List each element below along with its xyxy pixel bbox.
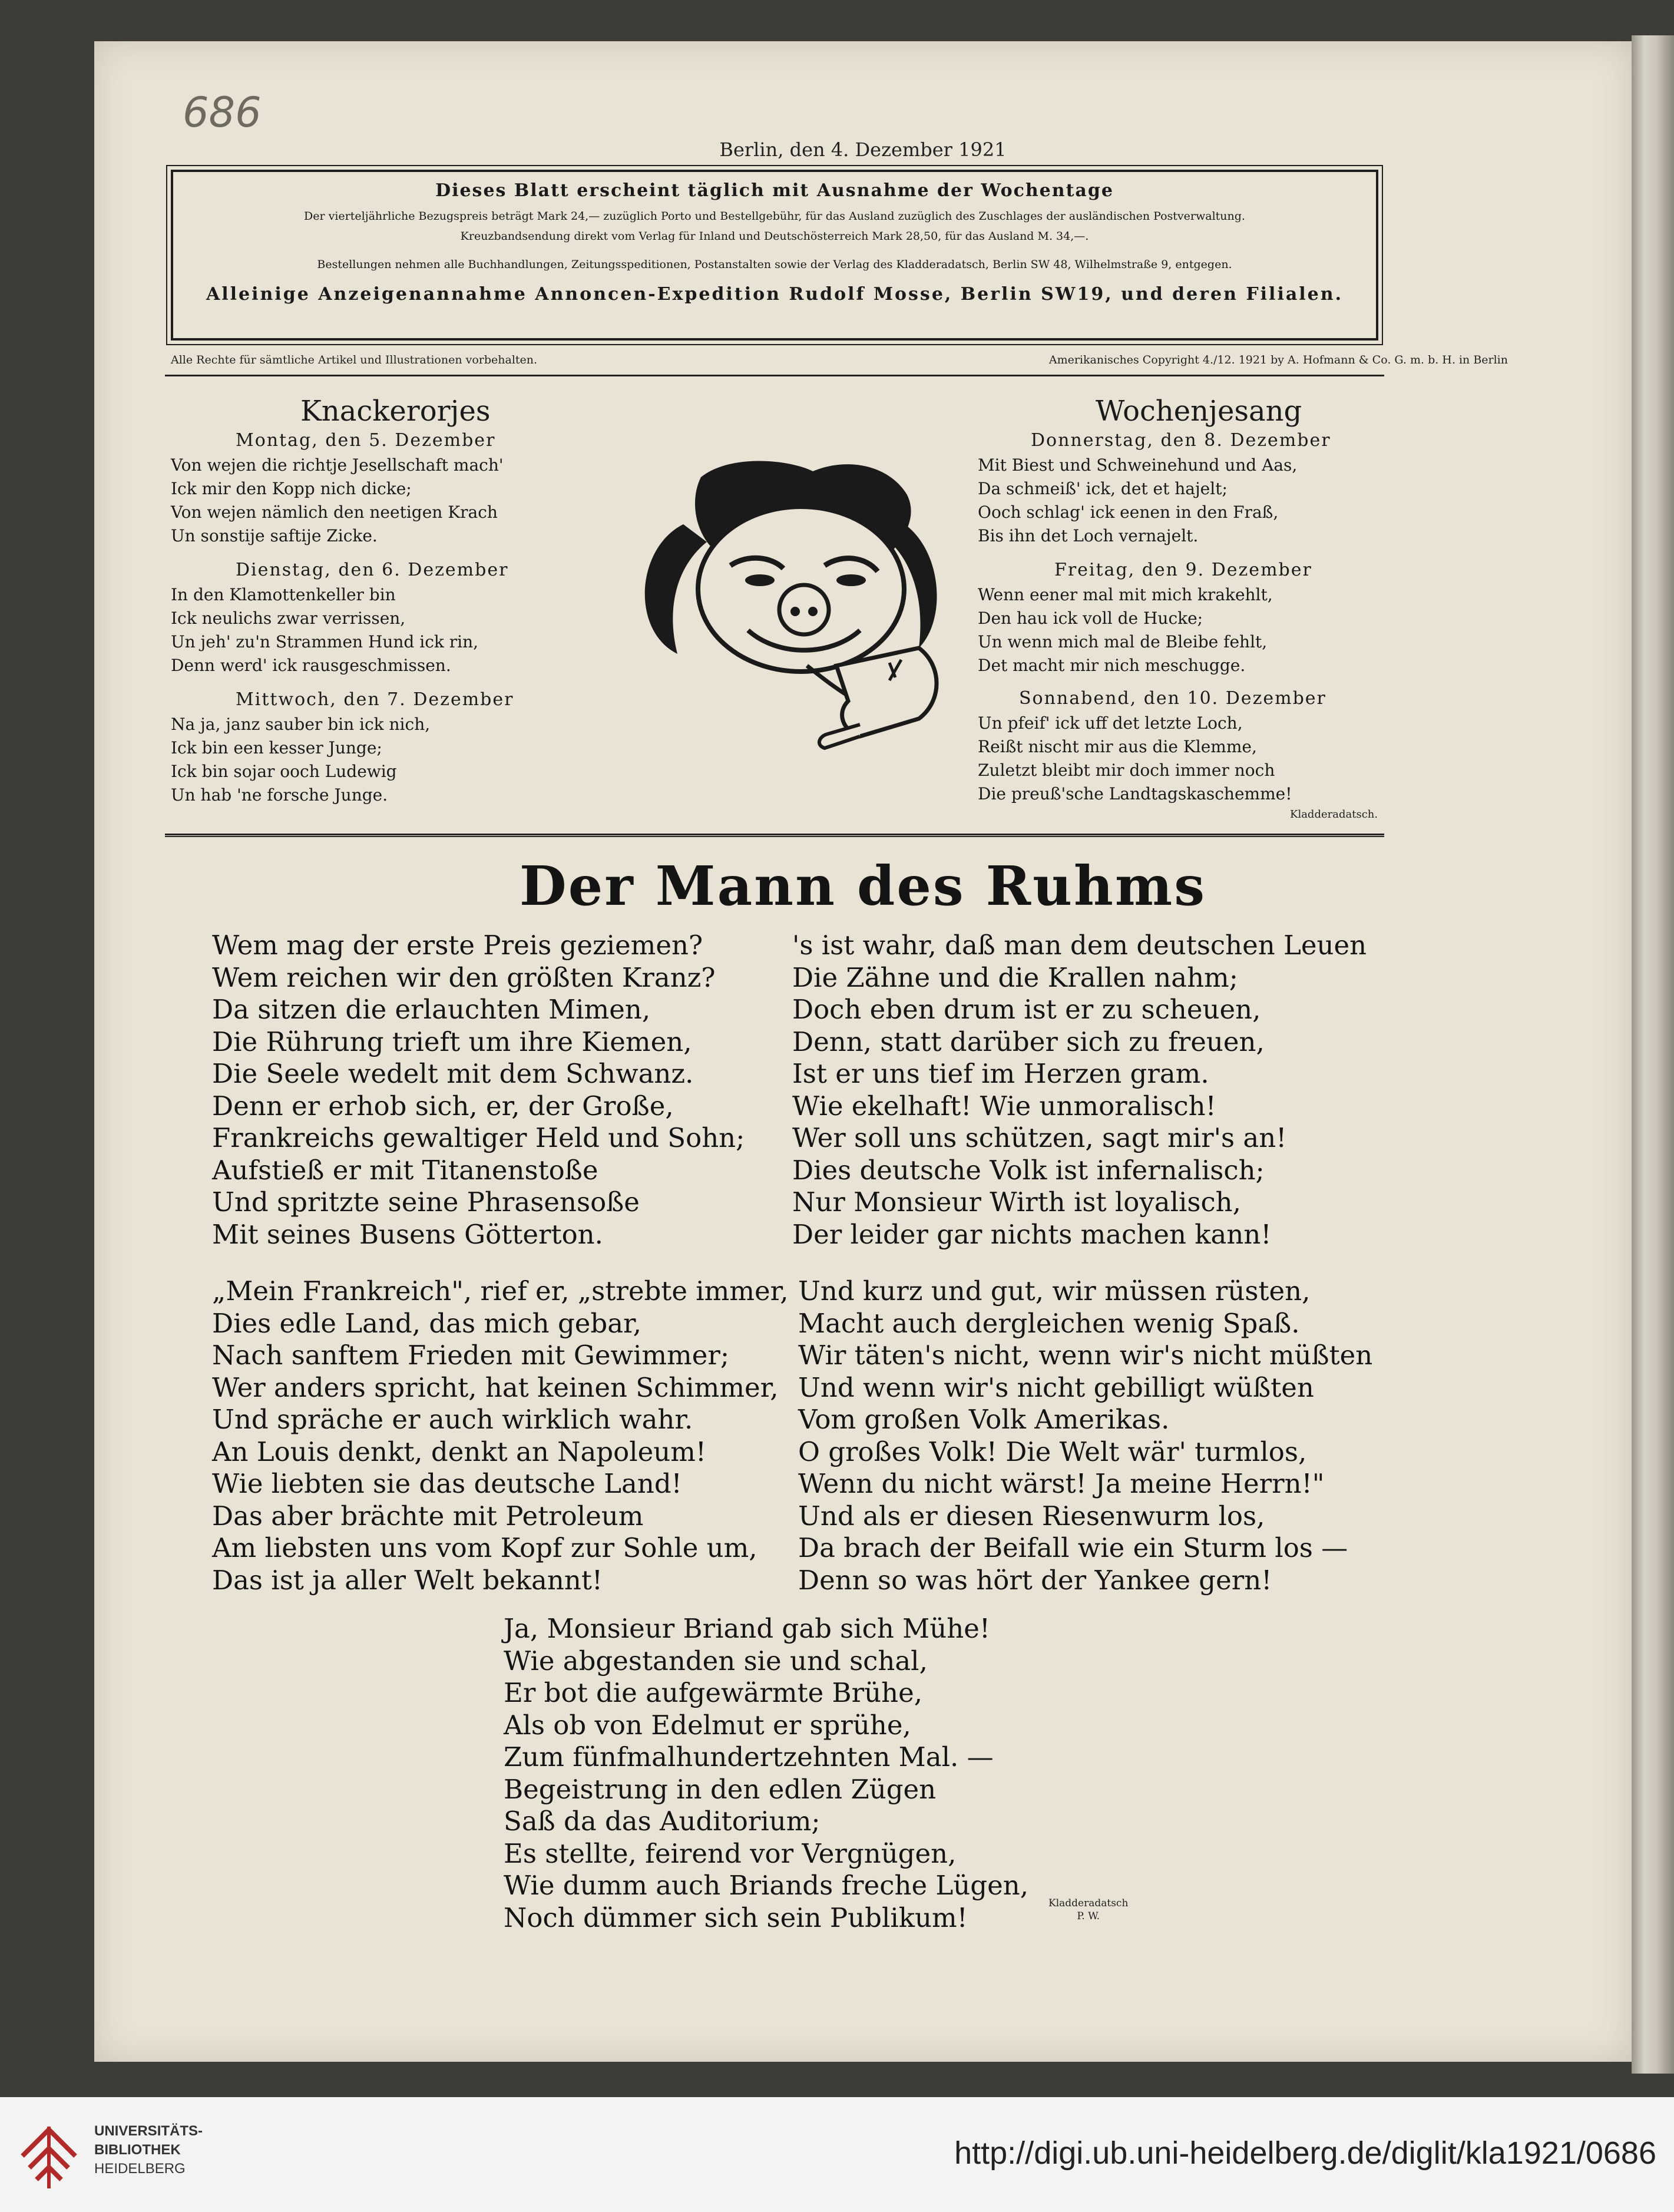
- verse-block: [171, 713, 430, 807]
- poem-line: Und wenn wir's nicht gebilligt wüßten: [798, 1371, 1314, 1403]
- poem-line: Die Rührung trieft um ihre Kiemen,: [212, 1026, 692, 1057]
- verse-line: Na ja, janz sauber bin ick nich,: [171, 715, 431, 734]
- poem-line: Als ob von Edelmut er sprühe,: [504, 1709, 911, 1741]
- page-edge: [1632, 35, 1674, 2074]
- verse-line: Die preuß'sche Landtagskaschemme!: [978, 784, 1292, 804]
- poem-line: Noch dümmer sich sein Publikum!: [504, 1902, 968, 1933]
- verse-line: Zuletzt bleibt mir doch immer noch: [978, 761, 1275, 780]
- poem-line: Wenn du nicht wärst! Ja meine Herrn!": [798, 1468, 1325, 1499]
- verse-line: Ick mir den Kopp nich dicke;: [171, 479, 412, 498]
- subscription-line-5: Alleinige Anzeigenannahme Annoncen-Expedition Rudolf Mosse, Berlin SW19, und deren Filialen.: [206, 284, 1344, 305]
- signature-initials: P. W.: [1077, 1910, 1100, 1922]
- poem-line: Wie dumm auch Briands freche Lügen,: [504, 1870, 1029, 1901]
- poem-line: „Mein Frankreich", rief er, „strebte immer,: [212, 1275, 789, 1307]
- copyright-notice: Amerikanisches Copyright 4./12. 1921 by A. Hofmann & Co. G. m. b. H. in Berlin: [1048, 353, 1508, 366]
- subscription-line-2: Der vierteljährliche Bezugspreis beträgt Mark 24,— zuzüglich Porto und Bestellgebühr, für das Ausland zuzüglich des Zuschlages der ausländischen Postverwaltung.: [304, 210, 1245, 223]
- section-divider: [165, 834, 1384, 837]
- divider-rule: [165, 375, 1384, 376]
- verse-block: [978, 712, 1292, 806]
- subscription-line-3: Kreuzbandsendung direkt vom Verlag für Inland und Deutschösterreich Mark 28,50, für das Ausland M. 34,—.: [460, 230, 1089, 243]
- poem-line: Dies deutsche Volk ist infernalisch;: [792, 1154, 1265, 1186]
- verse-line: Un pfeif' ick uff det letzte Loch,: [978, 713, 1243, 733]
- verse-line: Bis ihn det Loch vernajelt.: [978, 526, 1199, 545]
- university-name: [94, 2122, 203, 2178]
- newspaper-page: [94, 41, 1632, 2062]
- verse-line: Von wejen nämlich den neetigen Krach: [171, 502, 498, 522]
- poem-line: Und spritzte seine Phrasensoße: [212, 1186, 640, 1218]
- day-heading: Montag, den 5. Dezember: [236, 430, 496, 451]
- poem-line: Aufstieß er mit Titanenstoße: [212, 1154, 598, 1186]
- poem-line: Macht auch dergleichen wenig Spaß.: [798, 1307, 1300, 1339]
- poem-signature: [1048, 1897, 1128, 1923]
- verse-line: Un jeh' zu'n Strammen Hund ick rin,: [171, 632, 479, 652]
- poem-line: Das ist ja aller Welt bekannt!: [212, 1564, 603, 1596]
- right-column-title: Wochenjesang: [1096, 395, 1302, 428]
- uni-name-line-3: HEIDELBERG: [94, 2161, 186, 2177]
- rights-notice: Alle Rechte für sämtliche Artikel und Illustrationen vorbehalten.: [171, 353, 538, 366]
- verse-line: Ooch schlag' ick eenen in den Fraß,: [978, 502, 1279, 522]
- handwritten-page-number: 686: [183, 88, 262, 137]
- poem-line: Denn er erhob sich, er, der Große,: [212, 1090, 674, 1122]
- subscription-line-1: Dieses Blatt erscheint täglich mit Ausnahme der Wochentage: [435, 180, 1114, 201]
- verse-line: Denn werd' ick rausgeschmissen.: [171, 656, 451, 675]
- verse-line: Un hab 'ne forsche Junge.: [171, 785, 388, 805]
- poem-line: Wie liebten sie das deutsche Land!: [212, 1468, 682, 1499]
- stanza-2-left: [212, 1275, 789, 1596]
- verse-line: Det macht mir nich meschugge.: [978, 656, 1246, 675]
- day-heading: Dienstag, den 6. Dezember: [236, 560, 509, 580]
- poem-line: Ist er uns tief im Herzen gram.: [792, 1058, 1209, 1089]
- verse-block: [171, 454, 504, 548]
- verse-line: In den Klamottenkeller bin: [171, 585, 396, 604]
- poem-line: Mit seines Busens Götterton.: [212, 1218, 603, 1250]
- source-url-link[interactable]: http://digi.ub.uni-heidelberg.de/diglit/kla1921/0686: [954, 2135, 1656, 2171]
- day-heading: Mittwoch, den 7. Dezember: [236, 689, 514, 710]
- poem-line: Und als er diesen Riesenwurm los,: [798, 1500, 1265, 1532]
- poem-line: Am liebsten uns vom Kopf zur Sohle um,: [212, 1532, 757, 1563]
- verse-line: Reißt nischt mir aus die Klemme,: [978, 737, 1257, 756]
- stanza-3: [504, 1613, 1028, 1934]
- caricature-illustration: [613, 454, 990, 760]
- poem-line: Die Seele wedelt mit dem Schwanz.: [212, 1058, 694, 1089]
- poem-line: Wie abgestanden sie und schal,: [504, 1645, 928, 1677]
- poem-line: Da sitzen die erlauchten Mimen,: [212, 994, 651, 1025]
- stanza-2-right: [798, 1275, 1372, 1596]
- stanza-1-right: [792, 930, 1367, 1251]
- poem-line: Nach sanftem Frieden mit Gewimmer;: [212, 1340, 730, 1371]
- poem-line: Frankreichs gewaltiger Held und Sohn;: [212, 1122, 745, 1153]
- viewer-footer: [0, 2097, 1674, 2212]
- verse-line: Wenn eener mal mit mich krakehlt,: [978, 585, 1273, 604]
- poem-line: Wem reichen wir den größten Kranz?: [212, 961, 716, 993]
- poem-line: Wir täten's nicht, wenn wir's nicht müßten: [798, 1340, 1373, 1371]
- verse-block: [171, 583, 478, 677]
- verse-line: Den hau ick voll de Hucke;: [978, 609, 1203, 628]
- verse-line: Ick bin een kesser Junge;: [171, 738, 382, 758]
- poem-line: Saß da das Auditorium;: [504, 1806, 821, 1837]
- verse-line: Un wenn mich mal de Bleibe fehlt,: [978, 632, 1268, 652]
- poem-line: Wer soll uns schützen, sagt mir's an!: [792, 1122, 1287, 1153]
- poem-line: Er bot die aufgewärmte Brühe,: [504, 1677, 923, 1708]
- subscription-line-4: Bestellungen nehmen alle Buchhandlungen, Zeitungsspeditionen, Postanstalten sowie der Verlag des Kladderadatsch, Berlin SW 48, Wilhelmstraße 9, entgegen.: [317, 258, 1232, 271]
- uni-name-line-2: BIBLIOTHEK: [94, 2142, 181, 2158]
- poem-line: 's ist wahr, daß man dem deutschen Leuen: [792, 930, 1367, 961]
- poem-line: Wem mag der erste Preis geziemen?: [212, 930, 703, 961]
- verse-line: Mit Biest und Schweinehund und Aas,: [978, 455, 1298, 475]
- poem-line: Es stellte, feirend vor Vergnügen,: [504, 1837, 957, 1869]
- uni-name-line-1: UNIVERSITÄTS-: [94, 2123, 203, 2139]
- verse-line: Ick neulichs zwar verrissen,: [171, 609, 406, 628]
- poem-line: Zum fünfmalhundertzehnten Mal. —: [504, 1741, 994, 1773]
- verse-line: Von wejen die richtje Jesellschaft mach': [171, 455, 504, 475]
- verse-block: [978, 583, 1273, 677]
- stanza-1-left: [212, 930, 745, 1251]
- column-signature: Kladderadatsch.: [1290, 808, 1378, 821]
- poem-line: Nur Monsieur Wirth ist loyalisch,: [792, 1186, 1241, 1218]
- poem-line: Vom großen Volk Amerikas.: [798, 1404, 1170, 1435]
- verse-line: Ick bin sojar ooch Ludewig: [171, 762, 397, 781]
- poem-line: Denn so was hört der Yankee gern!: [798, 1564, 1272, 1596]
- verse-line: Da schmeiß' ick, det et hajelt;: [978, 479, 1228, 498]
- poem-line: Begeistrung in den edlen Zügen: [504, 1773, 937, 1805]
- poem-line: Ja, Monsieur Briand gab sich Mühe!: [504, 1613, 990, 1644]
- poem-line: Die Zähne und die Krallen nahm;: [792, 961, 1238, 993]
- day-heading: Donnerstag, den 8. Dezember: [1031, 430, 1331, 451]
- poem-line: O großes Volk! Die Welt wär' turmlos,: [798, 1436, 1307, 1467]
- day-heading: Freitag, den 9. Dezember: [1054, 560, 1312, 580]
- poem-line: Der leider gar nichts machen kann!: [792, 1218, 1272, 1250]
- poem-line: Doch eben drum ist er zu scheuen,: [792, 994, 1261, 1025]
- poem-line: Denn, statt darüber sich zu freuen,: [792, 1026, 1265, 1057]
- poem-line: Und kurz und gut, wir müssen rüsten,: [798, 1275, 1311, 1307]
- poem-line: Und spräche er auch wirklich wahr.: [212, 1404, 693, 1435]
- poem-line: Wie ekelhaft! Wie unmoralisch!: [792, 1090, 1216, 1122]
- poem-line: An Louis denkt, denkt an Napoleum!: [212, 1436, 706, 1467]
- subscription-box: [171, 170, 1378, 340]
- poem-line: Das aber brächte mit Petroleum: [212, 1500, 644, 1532]
- poem-line: Wer anders spricht, hat keinen Schimmer,: [212, 1371, 779, 1403]
- dateline: Berlin, den 4. Dezember 1921: [719, 138, 1007, 161]
- day-heading: Sonnabend, den 10. Dezember: [1019, 688, 1326, 709]
- verse-line: Un sonstije saftije Zicke.: [171, 526, 378, 545]
- poem-title: Der Mann des Ruhms: [519, 854, 1207, 918]
- verse-block: [978, 454, 1297, 548]
- left-column-title: Knackerorjes: [300, 395, 491, 428]
- poem-line: Dies edle Land, das mich gebar,: [212, 1307, 641, 1339]
- university-logo-icon[interactable]: [16, 2115, 81, 2191]
- poem-line: Da brach der Beifall wie ein Sturm los —: [798, 1532, 1348, 1563]
- signature-publication: Kladderadatsch: [1048, 1897, 1129, 1909]
